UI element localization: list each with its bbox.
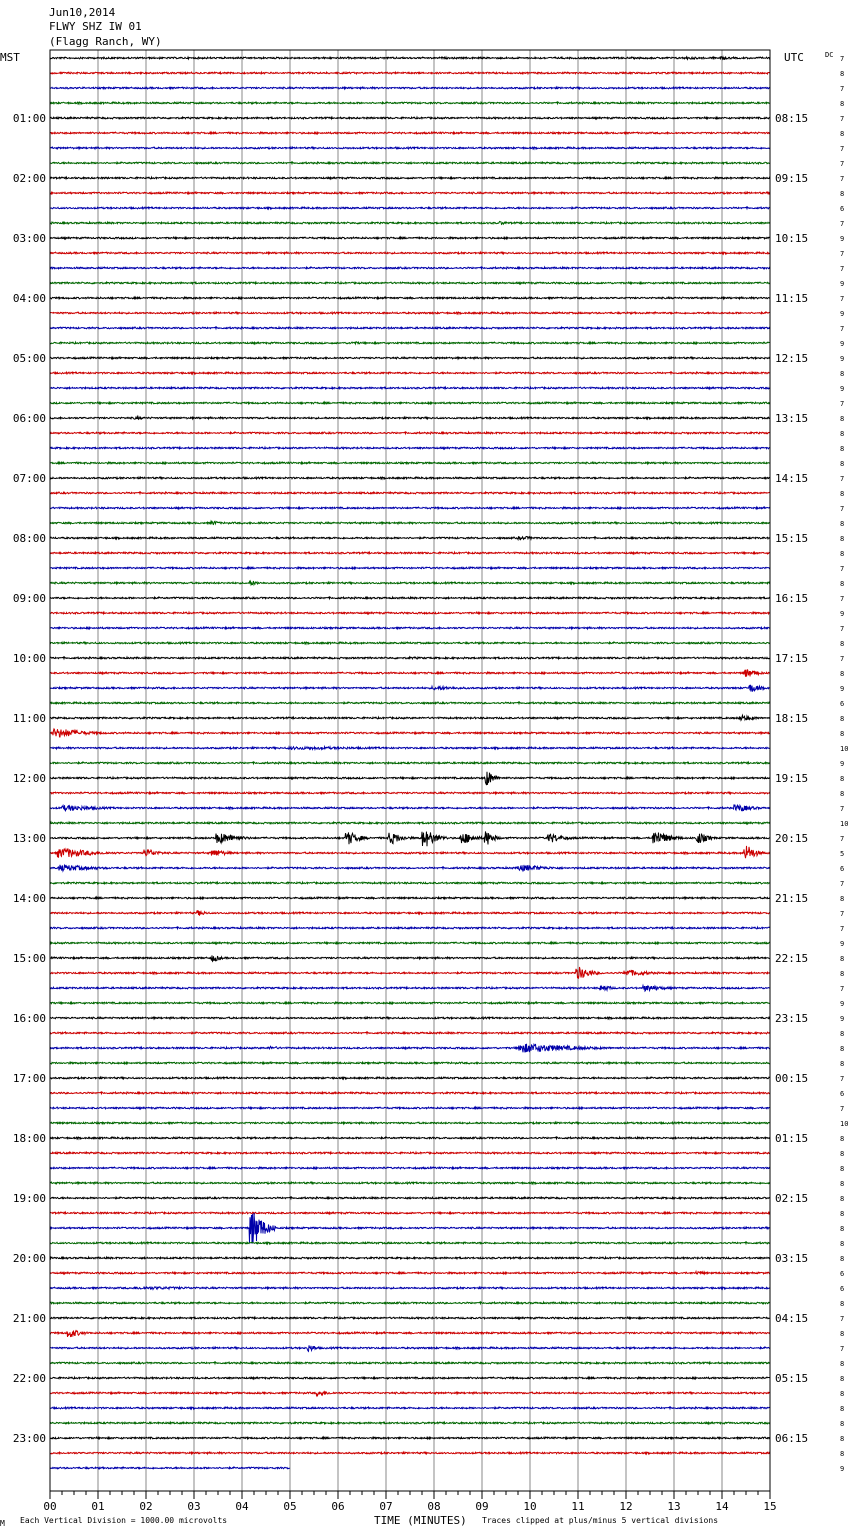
dc-offset: 7 xyxy=(840,265,845,273)
trace-row-36 xyxy=(50,597,770,599)
x-tick-label: 14 xyxy=(715,1500,729,1513)
dc-offset: 8 xyxy=(840,190,845,198)
trace-row-34 xyxy=(50,567,770,569)
hour-label-right: 02:15 xyxy=(775,1192,809,1205)
dc-offset: 7 xyxy=(840,115,845,123)
dc-offset: 7 xyxy=(840,325,845,333)
dc-offset: 6 xyxy=(840,1090,845,1098)
hour-label-left: 10:00 xyxy=(12,652,46,665)
hour-label-right: 09:15 xyxy=(775,172,809,185)
hour-label-right: 14:15 xyxy=(775,472,809,485)
trace-row-51 xyxy=(50,822,770,824)
trace-row-72 xyxy=(50,1137,770,1139)
dc-offset: 8 xyxy=(840,445,845,453)
hour-label-right: 08:15 xyxy=(775,112,809,125)
dc-offset: 7 xyxy=(840,625,845,633)
trace-row-0 xyxy=(50,57,770,60)
hour-label-left: 05:00 xyxy=(12,352,46,365)
trace-row-75 xyxy=(50,1182,770,1184)
trace-row-40 xyxy=(50,657,770,659)
hour-label-left: 18:00 xyxy=(12,1132,46,1145)
trace-row-13 xyxy=(50,252,770,254)
trace-row-17 xyxy=(50,312,770,314)
trace-row-23 xyxy=(50,402,770,404)
dc-offset: 8 xyxy=(840,1045,845,1053)
dc-offset: 8 xyxy=(840,1150,845,1158)
hour-label-right: 23:15 xyxy=(775,1012,809,1025)
trace-row-45 xyxy=(50,729,770,737)
hour-label-left: 08:00 xyxy=(12,532,46,545)
trace-row-63 xyxy=(50,1002,770,1004)
dc-offset: 8 xyxy=(840,70,845,78)
trace-row-60 xyxy=(50,955,770,961)
clip-note: Traces clipped at plus/minus 5 vertical divisions xyxy=(482,1516,719,1525)
trace-row-35 xyxy=(50,581,770,585)
dc-offset: 8 xyxy=(840,460,845,468)
trace-row-88 xyxy=(50,1377,770,1379)
hour-label-right: 04:15 xyxy=(775,1312,809,1325)
dc-offset: 8 xyxy=(840,1030,845,1038)
dc-offset: 8 xyxy=(840,520,845,528)
hour-label-left: 21:00 xyxy=(12,1312,46,1325)
dc-offset: 8 xyxy=(840,1390,845,1398)
x-tick-label: 11 xyxy=(571,1500,585,1513)
trace-row-46 xyxy=(50,747,770,750)
trace-row-79 xyxy=(50,1242,770,1244)
hour-label-left: 07:00 xyxy=(12,472,46,485)
dc-offset: 8 xyxy=(840,1405,845,1413)
trace-row-53 xyxy=(50,846,770,858)
hour-label-left: 20:00 xyxy=(12,1252,46,1265)
dc-offset: 8 xyxy=(840,1210,845,1218)
trace-row-68 xyxy=(50,1077,770,1079)
trace-row-24 xyxy=(50,417,770,420)
dc-offset: 8 xyxy=(840,1375,845,1383)
trace-row-65 xyxy=(50,1032,770,1034)
dc-offset: 7 xyxy=(840,805,845,813)
hour-label-right: 16:15 xyxy=(775,592,809,605)
hour-label-left: 03:00 xyxy=(12,232,46,245)
dc-offset: 9 xyxy=(840,940,845,948)
dc-offset: 7 xyxy=(840,55,845,63)
dc-offset: 9 xyxy=(840,1465,845,1473)
trace-row-76 xyxy=(50,1197,770,1199)
chart-date: Jun10,2014 xyxy=(49,6,116,19)
dc-offset: 7 xyxy=(840,175,845,183)
hour-label-right: 03:15 xyxy=(775,1252,809,1265)
dc-offset: 7 xyxy=(840,565,845,573)
trace-row-42 xyxy=(50,685,770,692)
hour-label-right: 06:15 xyxy=(775,1432,809,1445)
trace-row-58 xyxy=(50,927,770,929)
dc-offset: 6 xyxy=(840,1270,845,1278)
hour-label-left: 11:00 xyxy=(12,712,46,725)
grid-lines xyxy=(98,50,722,1491)
dc-offset: 8 xyxy=(840,1420,845,1428)
dc-offset: 8 xyxy=(840,580,845,588)
trace-row-91 xyxy=(50,1422,770,1424)
hour-label-right: 05:15 xyxy=(775,1372,809,1385)
trace-row-74 xyxy=(50,1167,770,1169)
hour-label-left: 13:00 xyxy=(12,832,46,845)
dc-offset: 7 xyxy=(840,1105,845,1113)
dc-offset: 6 xyxy=(840,700,845,708)
dc-offset: 7 xyxy=(840,835,845,843)
dc-offset: 7 xyxy=(840,295,845,303)
scale-note: Each Vertical Division = 1000.00 microvolts xyxy=(20,1516,228,1525)
trace-row-14 xyxy=(50,267,770,269)
dc-offset: 7 xyxy=(840,880,845,888)
x-tick-label: 09 xyxy=(475,1500,489,1513)
trace-row-64 xyxy=(50,1017,770,1019)
trace-row-5 xyxy=(50,132,770,134)
right-axis-label: UTC xyxy=(784,51,804,64)
hour-label-left: 23:00 xyxy=(12,1432,46,1445)
dc-offset: 7 xyxy=(840,475,845,483)
trace-row-39 xyxy=(50,642,770,644)
dc-offset: 8 xyxy=(840,730,845,738)
hour-label-right: 01:15 xyxy=(775,1132,809,1145)
dc-offset: 7 xyxy=(840,505,845,513)
dc-offset: 7 xyxy=(840,1345,845,1353)
trace-row-57 xyxy=(50,910,770,915)
hour-label-right: 15:15 xyxy=(775,532,809,545)
trace-row-44 xyxy=(50,715,770,720)
x-tick-label: 04 xyxy=(235,1500,249,1513)
dc-offset: 8 xyxy=(840,1060,845,1068)
trace-row-12 xyxy=(50,237,770,239)
dc-offset: 7 xyxy=(840,985,845,993)
dc-offset: 8 xyxy=(840,1195,845,1203)
dc-label: DC xyxy=(825,51,834,59)
trace-row-78 xyxy=(50,1213,770,1244)
left-axis-label: MST xyxy=(0,51,20,64)
dc-offset: 8 xyxy=(840,790,845,798)
trace-row-25 xyxy=(50,432,770,434)
dc-offset: 8 xyxy=(840,415,845,423)
trace-row-77 xyxy=(50,1212,770,1214)
trace-row-15 xyxy=(50,282,770,284)
dc-offset: 8 xyxy=(840,550,845,558)
dc-offset: 8 xyxy=(840,1225,845,1233)
trace-row-92 xyxy=(50,1437,770,1439)
trace-row-7 xyxy=(50,162,770,164)
x-tick-label: 03 xyxy=(187,1500,201,1513)
dc-offset: 10 xyxy=(840,745,849,753)
trace-row-49 xyxy=(50,792,770,794)
trace-row-73 xyxy=(50,1152,770,1154)
dc-offset: 8 xyxy=(840,640,845,648)
dc-offset: 8 xyxy=(840,490,845,498)
dc-offset: 8 xyxy=(840,670,845,678)
x-tick-label: 13 xyxy=(667,1500,681,1513)
dc-offset: 7 xyxy=(840,1075,845,1083)
trace-row-66 xyxy=(50,1044,770,1053)
trace-row-41 xyxy=(50,669,770,676)
chart-station: FLWY SHZ IW 01 xyxy=(49,20,142,33)
x-tick-label: 07 xyxy=(379,1500,393,1513)
dc-offset: 7 xyxy=(840,400,845,408)
dc-offset: 8 xyxy=(840,100,845,108)
x-tick-label: 05 xyxy=(283,1500,297,1513)
dc-offset: 8 xyxy=(840,1450,845,1458)
x-tick-label: 00 xyxy=(43,1500,57,1513)
trace-row-26 xyxy=(50,447,770,449)
hour-label-right: 22:15 xyxy=(775,952,809,965)
hour-label-right: 20:15 xyxy=(775,832,809,845)
dc-offset: 10 xyxy=(840,820,849,828)
dc-offset: 5 xyxy=(840,850,845,858)
trace-row-4 xyxy=(50,117,770,119)
x-tick-label: 15 xyxy=(763,1500,777,1513)
x-tick-label: 02 xyxy=(139,1500,153,1513)
trace-row-52 xyxy=(50,831,770,846)
trace-row-19 xyxy=(50,342,770,344)
dc-offset: 8 xyxy=(840,130,845,138)
trace-row-81 xyxy=(50,1272,770,1274)
dc-offset: 9 xyxy=(840,235,845,243)
trace-row-48 xyxy=(50,772,770,785)
dc-offset: 9 xyxy=(840,610,845,618)
trace-row-37 xyxy=(50,612,770,614)
dc-offset: 8 xyxy=(840,1165,845,1173)
dc-offset: 9 xyxy=(840,310,845,318)
dc-offset: 7 xyxy=(840,145,845,153)
dc-offset: 8 xyxy=(840,1135,845,1143)
trace-row-10 xyxy=(50,207,770,209)
hour-label-right: 18:15 xyxy=(775,712,809,725)
dc-offset: 8 xyxy=(840,970,845,978)
hour-label-right: 11:15 xyxy=(775,292,809,305)
plot-frame xyxy=(50,50,770,1491)
trace-row-67 xyxy=(50,1062,770,1064)
dc-offset: 8 xyxy=(840,1255,845,1263)
dc-offset: 8 xyxy=(840,1360,845,1368)
trace-row-16 xyxy=(50,297,770,299)
dc-offset: 7 xyxy=(840,220,845,228)
dc-offset: 9 xyxy=(840,1000,845,1008)
dc-offset: 8 xyxy=(840,430,845,438)
trace-row-31 xyxy=(50,521,770,524)
dc-offset: 8 xyxy=(840,775,845,783)
trace-row-9 xyxy=(50,192,770,194)
hour-label-left: 22:00 xyxy=(12,1372,46,1385)
hour-label-left: 01:00 xyxy=(12,112,46,125)
trace-row-59 xyxy=(50,942,770,944)
trace-row-18 xyxy=(50,327,770,329)
trace-row-1 xyxy=(50,72,770,74)
hour-label-left: 02:00 xyxy=(12,172,46,185)
dc-offset: 9 xyxy=(840,280,845,288)
hour-label-right: 19:15 xyxy=(775,772,809,785)
dc-offset: 9 xyxy=(840,340,845,348)
trace-row-83 xyxy=(50,1302,770,1304)
dc-offset: 8 xyxy=(840,1330,845,1338)
x-axis-title: TIME (MINUTES) xyxy=(374,1514,467,1527)
trace-row-33 xyxy=(50,552,770,554)
trace-row-84 xyxy=(50,1317,770,1319)
trace-row-30 xyxy=(50,507,770,509)
trace-row-27 xyxy=(50,462,770,464)
trace-row-29 xyxy=(50,492,770,494)
hour-label-right: 13:15 xyxy=(775,412,809,425)
trace-row-3 xyxy=(50,102,770,104)
dc-offset: 7 xyxy=(840,85,845,93)
dc-offset: 9 xyxy=(840,355,845,363)
dc-offset: 8 xyxy=(840,1180,845,1188)
trace-row-32 xyxy=(50,536,770,539)
dc-offset: 6 xyxy=(840,205,845,213)
dc-offset: 8 xyxy=(840,1300,845,1308)
trace-row-69 xyxy=(50,1092,770,1094)
dc-offset: 8 xyxy=(840,715,845,723)
hour-label-right: 00:15 xyxy=(775,1072,809,1085)
hour-label-left: 04:00 xyxy=(12,292,46,305)
hour-label-left: 17:00 xyxy=(12,1072,46,1085)
chart-location: (Flagg Ranch, WY) xyxy=(49,35,162,48)
dc-offset: 8 xyxy=(840,370,845,378)
trace-row-22 xyxy=(50,387,770,389)
x-tick-label: 06 xyxy=(331,1500,345,1513)
dc-offset: 10 xyxy=(840,1120,849,1128)
hour-label-right: 12:15 xyxy=(775,352,809,365)
corner-mark: M xyxy=(0,1519,5,1528)
dc-offset: 6 xyxy=(840,865,845,873)
hour-label-left: 06:00 xyxy=(12,412,46,425)
hour-label-left: 15:00 xyxy=(12,952,46,965)
hour-label-left: 09:00 xyxy=(12,592,46,605)
trace-row-47 xyxy=(50,762,770,764)
trace-row-61 xyxy=(50,967,770,979)
x-tick-label: 10 xyxy=(523,1500,537,1513)
dc-offset-labels xyxy=(840,55,848,1473)
trace-row-50 xyxy=(50,804,770,810)
dc-offset: 6 xyxy=(840,1285,845,1293)
trace-rows xyxy=(50,57,770,1469)
trace-row-6 xyxy=(50,147,770,149)
trace-row-38 xyxy=(50,627,770,629)
dc-offset: 7 xyxy=(840,925,845,933)
trace-row-82 xyxy=(50,1287,770,1290)
hour-label-left: 19:00 xyxy=(12,1192,46,1205)
trace-row-93 xyxy=(50,1452,770,1454)
dc-offset: 7 xyxy=(840,160,845,168)
trace-row-85 xyxy=(50,1331,770,1337)
trace-row-80 xyxy=(50,1257,770,1259)
trace-row-62 xyxy=(50,986,770,992)
hour-label-left: 12:00 xyxy=(12,772,46,785)
dc-offset: 8 xyxy=(840,895,845,903)
trace-row-89 xyxy=(50,1391,770,1395)
trace-row-94 xyxy=(50,1467,290,1469)
dc-offset: 9 xyxy=(840,685,845,693)
dc-offset: 8 xyxy=(840,535,845,543)
dc-offset: 9 xyxy=(840,385,845,393)
trace-row-20 xyxy=(50,357,770,359)
trace-row-2 xyxy=(50,87,770,89)
dc-offset: 7 xyxy=(840,250,845,258)
hour-label-right: 21:15 xyxy=(775,892,809,905)
hour-label-right: 10:15 xyxy=(775,232,809,245)
x-tick-label: 12 xyxy=(619,1500,633,1513)
trace-row-8 xyxy=(50,177,770,179)
trace-row-87 xyxy=(50,1362,770,1364)
trace-row-28 xyxy=(50,477,770,479)
trace-row-43 xyxy=(50,702,770,704)
hour-label-right: 17:15 xyxy=(775,652,809,665)
dc-offset: 7 xyxy=(840,1315,845,1323)
hour-label-left: 14:00 xyxy=(12,892,46,905)
x-tick-label: 08 xyxy=(427,1500,441,1513)
dc-offset: 7 xyxy=(840,595,845,603)
trace-row-55 xyxy=(50,882,770,884)
dc-offset: 9 xyxy=(840,1015,845,1023)
x-axis-ticks xyxy=(43,1491,776,1513)
trace-row-90 xyxy=(50,1407,770,1409)
x-tick-label: 01 xyxy=(91,1500,105,1513)
trace-row-11 xyxy=(50,221,770,224)
dc-offset: 8 xyxy=(840,955,845,963)
dc-offset: 9 xyxy=(840,760,845,768)
trace-row-56 xyxy=(50,897,770,899)
dc-offset: 8 xyxy=(840,1240,845,1248)
dc-offset: 8 xyxy=(840,1435,845,1443)
trace-row-21 xyxy=(50,372,770,374)
trace-row-54 xyxy=(50,865,770,871)
trace-row-86 xyxy=(50,1345,770,1351)
dc-offset: 7 xyxy=(840,910,845,918)
hour-label-left: 16:00 xyxy=(12,1012,46,1025)
dc-offset: 7 xyxy=(840,655,845,663)
trace-row-70 xyxy=(50,1107,770,1109)
trace-row-71 xyxy=(50,1122,770,1124)
